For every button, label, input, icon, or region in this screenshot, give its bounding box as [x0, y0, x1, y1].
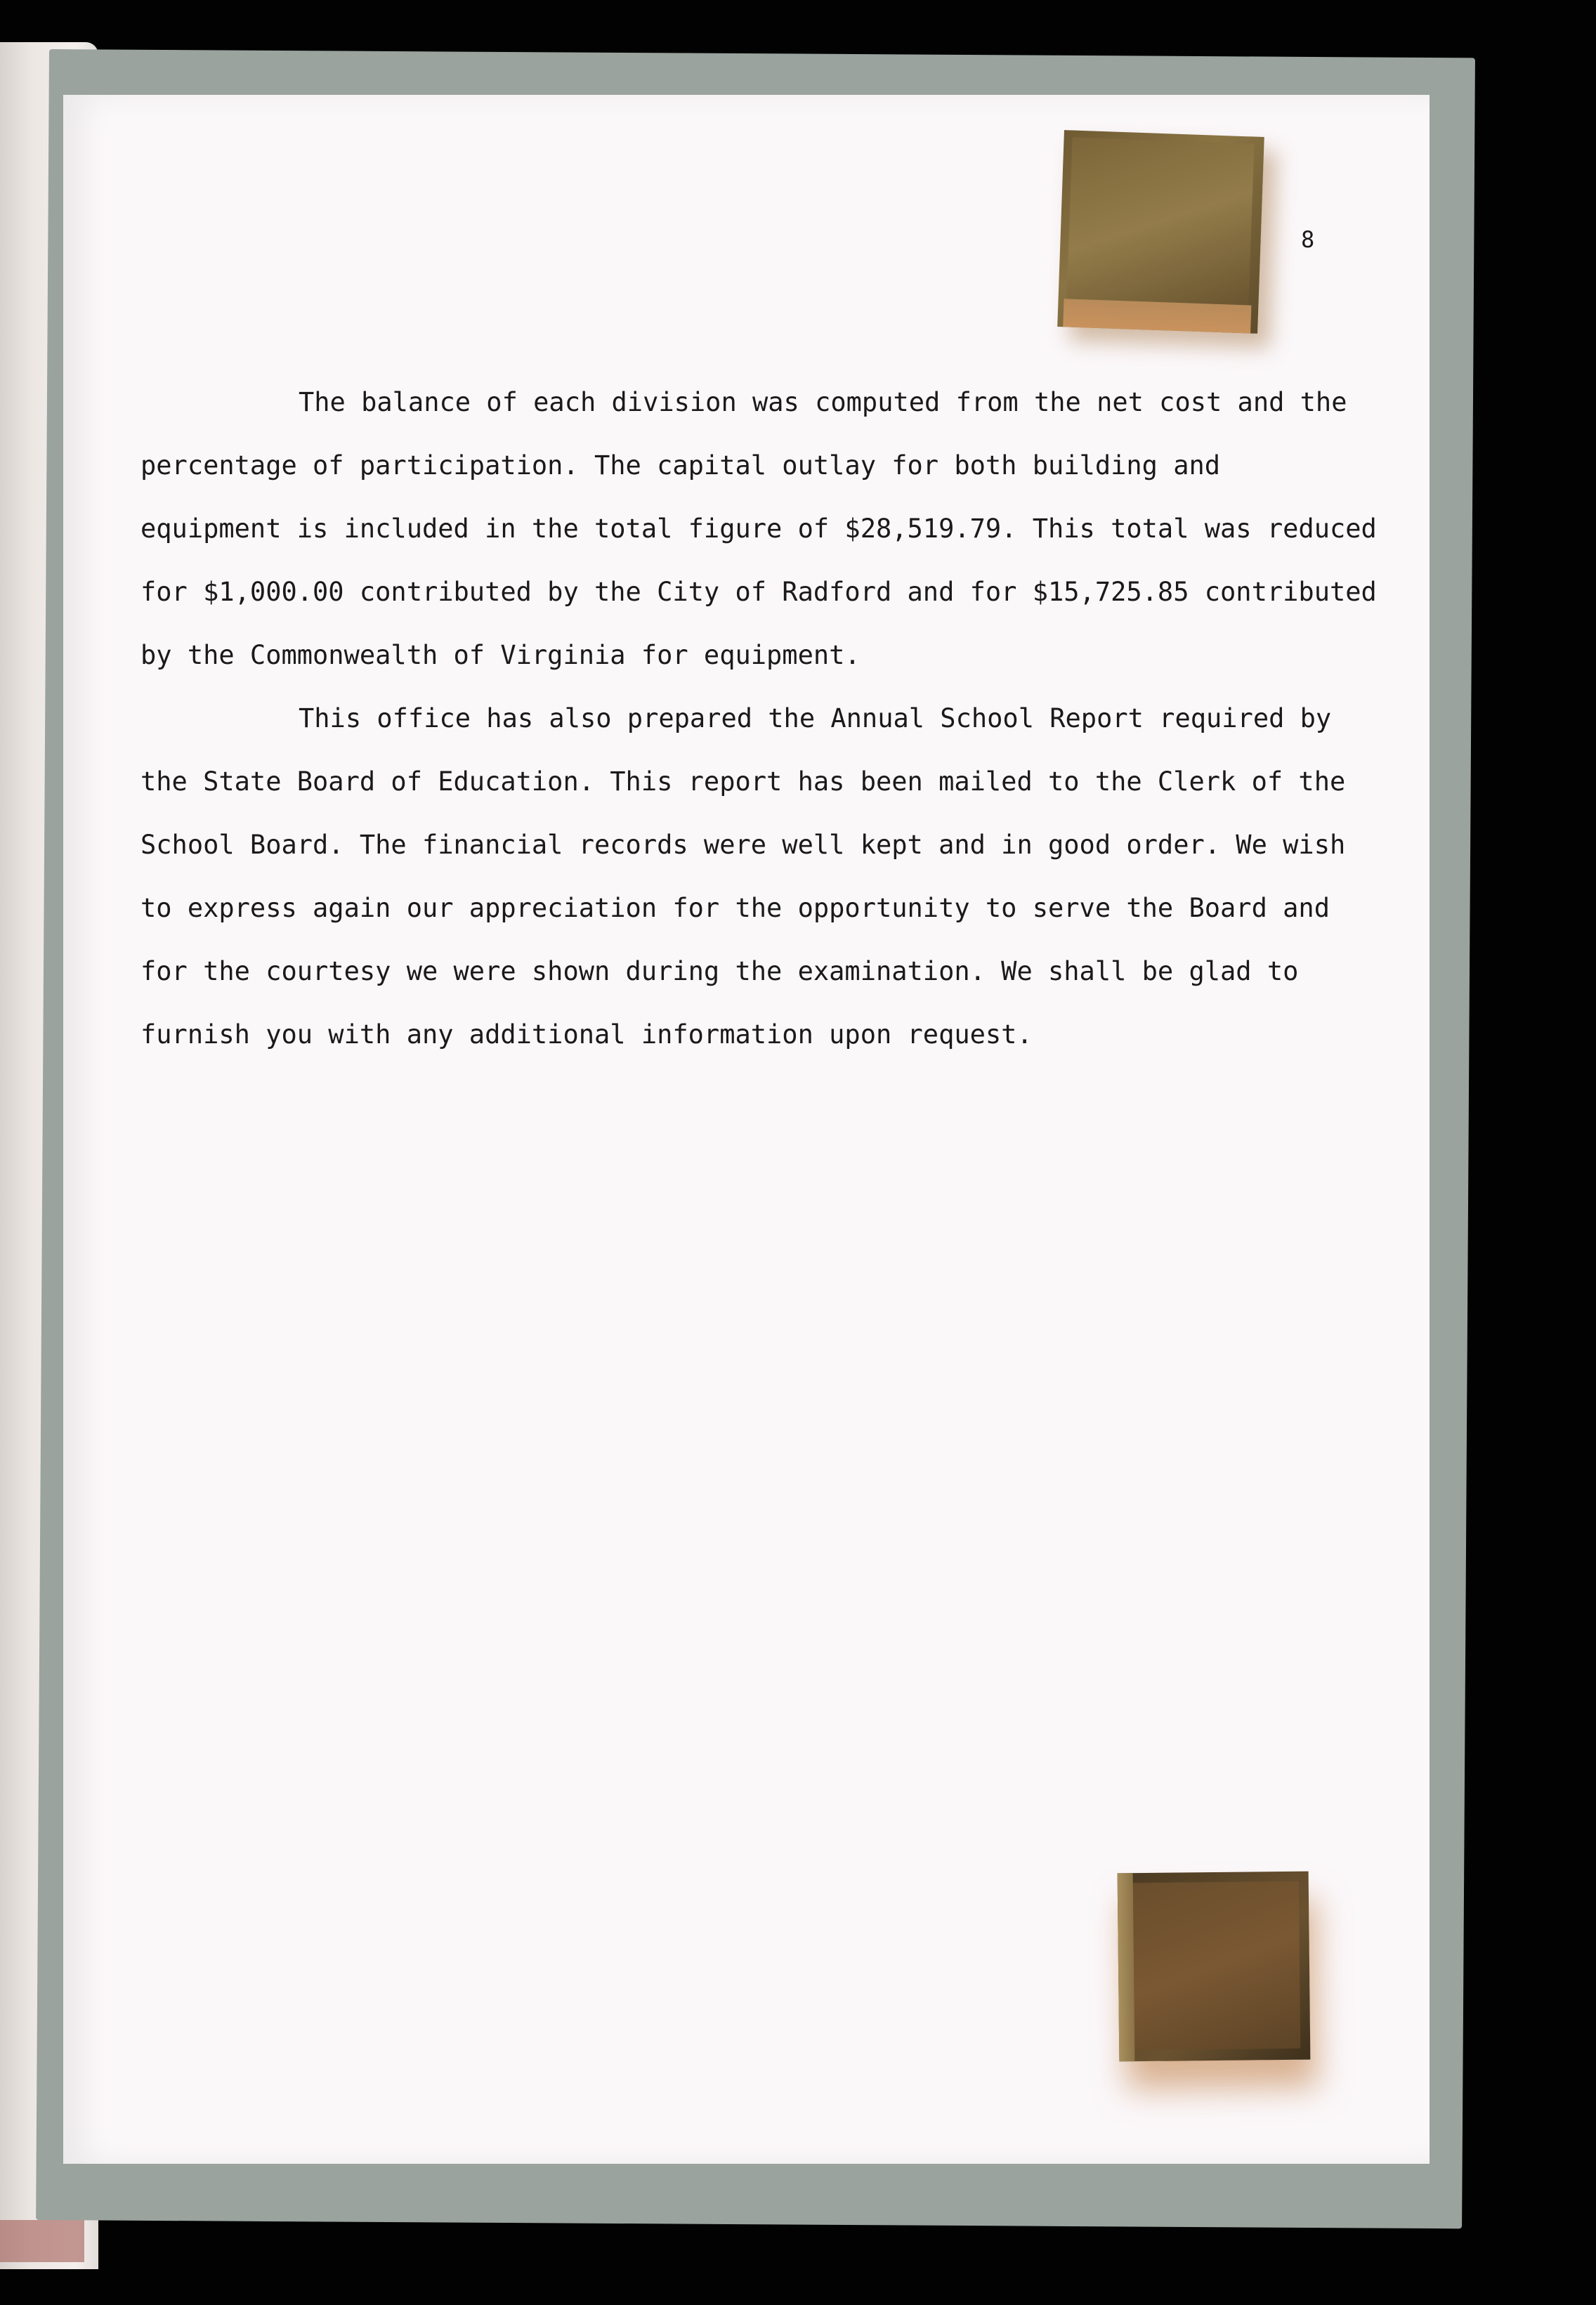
text-line: This office has also prepared the Annual School Report required by — [299, 703, 1332, 733]
text-line: for the courtesy we were shown during the examination. We shall be glad to — [140, 956, 1299, 986]
weight-edge — [1118, 1873, 1135, 2061]
weight-face — [1067, 138, 1255, 306]
text-line: for $1,000.00 contributed by the City of Radford and for $15,725.85 contributed — [140, 577, 1377, 607]
page-number: 8 — [1301, 226, 1315, 253]
paragraph-2 — [140, 687, 1349, 1066]
text-line: by the Commonwealth of Virginia for equipment. — [140, 640, 861, 670]
text-line: School Board. The financial records were well kept and in good order. We wish — [140, 830, 1346, 860]
text-line: percentage of participation. The capital outlay for both building and — [140, 450, 1221, 481]
text-line: The balance of each division was computed from the net cost and the — [299, 387, 1347, 417]
text-line: the State Board of Education. This report has been mailed to the Clerk of the — [140, 766, 1346, 797]
text-line: to express again our appreciation for the opportunity to serve the Board and — [140, 893, 1330, 923]
brass-weight-top — [1057, 130, 1264, 334]
binding-edge — [0, 2220, 84, 2262]
brass-weight-bottom — [1118, 1872, 1311, 2062]
text-line: furnish you with any additional information upon request. — [140, 1019, 1033, 1050]
text-line: equipment is included in the total figure of $28,519.79. This total was reduced — [140, 514, 1377, 544]
document-body — [140, 371, 1377, 1066]
weight-face — [1130, 1881, 1300, 2051]
paragraph-1 — [140, 371, 1377, 687]
